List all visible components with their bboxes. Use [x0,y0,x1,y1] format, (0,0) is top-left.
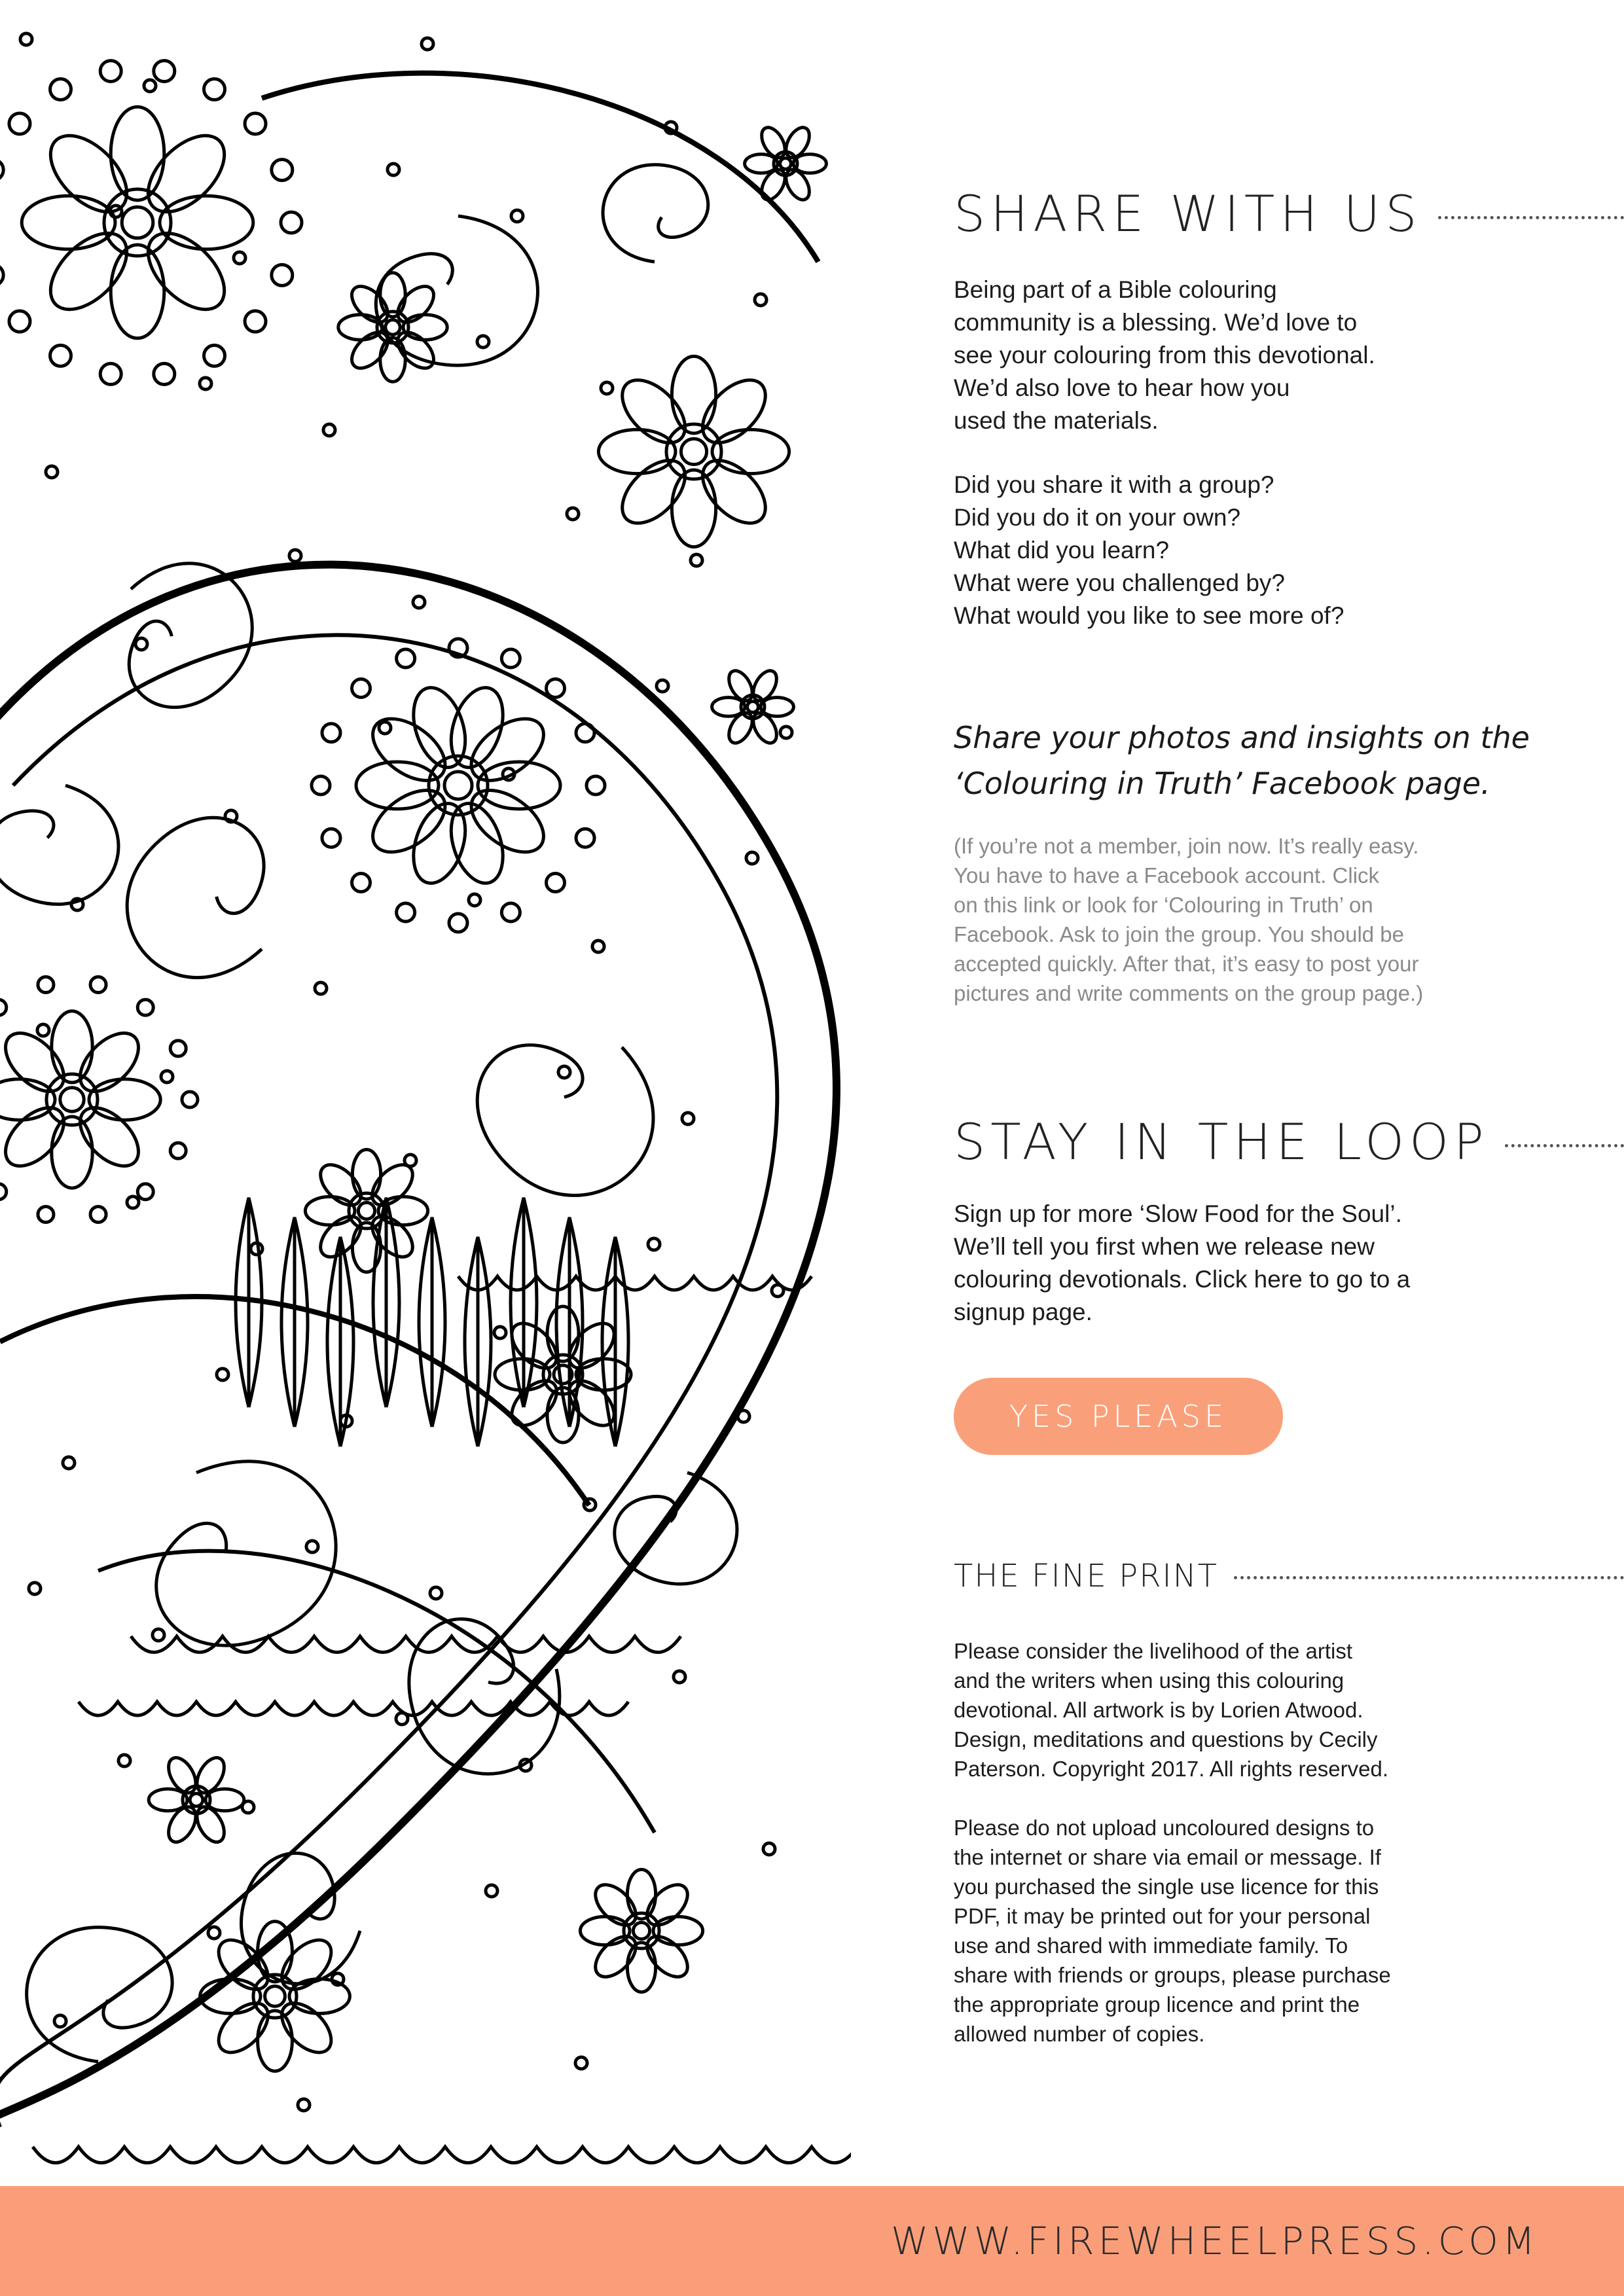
dot-ring [245,311,266,332]
flower-3-petal [405,681,475,774]
dot-ring [245,113,266,134]
heading-divider [1505,1144,1624,1147]
small-dot [780,726,792,738]
dot-ring [50,79,71,99]
leaf [602,1237,628,1446]
small-dot [20,33,32,45]
leaf [419,1217,445,1427]
dot-ring [546,679,564,698]
small-dot [567,508,579,520]
dot-ring [352,679,370,698]
fine-print-heading-row [954,1558,1624,1594]
paisley-2 [454,998,683,1229]
small-dot [388,164,399,175]
flower-3-petal [362,706,456,793]
dot-ring [90,977,106,993]
dot-ring [0,1184,7,1200]
small-dot [323,424,335,436]
fine-print-paragraph-1: Please consider the livelihood of the artist and the writers when using this colouring devotional. All artwork is by Lorien Atwood. Design, meditations and questions by Cecily Paterson. Copyright 2017. All rights reserved. [954,1639,1389,1781]
fine-print-heading: THE FINE PRINT [954,1558,1218,1594]
flower-8-petal [191,1753,229,1798]
dot-ring [50,346,71,367]
small-dot [422,38,433,50]
dot-ring [576,724,594,742]
dot-ring [322,829,340,847]
flower-3-petal [442,681,512,774]
small-dot [405,1155,416,1166]
flower-0-petal [111,245,164,338]
small-dot [575,2057,587,2069]
small-dot [127,1196,139,1208]
flower-3-petal [460,778,554,865]
dot-ring [272,264,293,285]
dot-ring [501,649,520,668]
dot-ring [170,1041,186,1056]
leaf [511,1198,537,1407]
share-heading: SHARE WITH US [954,185,1422,243]
flower-11-center [386,320,400,334]
dot-ring [312,776,330,795]
dot-ring [586,776,605,795]
dot-ring [204,79,225,99]
flower-1-petal [691,368,777,454]
dot-ring [170,1143,186,1158]
small-dot [234,252,245,264]
flower-10-center [780,158,791,170]
small-dot [37,1024,49,1036]
dot-ring [38,1206,54,1222]
flower-1-petal [712,429,789,473]
dot-ring [154,61,175,82]
small-dot [477,336,489,348]
flower-7-center [358,1202,374,1219]
dot-ring [449,914,467,932]
leaf [465,1237,491,1446]
dot-ring [204,346,225,367]
share-heading-row [954,185,1624,243]
paisley-9 [590,149,718,275]
dot-ring [0,999,7,1015]
scallop-band [79,1702,628,1715]
heading-divider [1234,1576,1624,1579]
small-dot [29,1583,41,1594]
small-dot [118,1755,130,1767]
flower-0-petal [160,196,253,249]
flower-1-petal [672,470,715,547]
small-dot [306,1541,318,1552]
scallop-band [33,2147,851,2163]
small-dot [54,2015,66,2027]
small-dot [494,1327,506,1338]
small-dot [691,554,702,566]
flower-1-petal [672,356,715,433]
dot-ring [100,363,121,384]
small-dot [217,1369,228,1380]
dot-ring [272,160,293,181]
small-dot [413,596,425,608]
paisley-6 [9,1905,186,2079]
dot-ring [90,1206,106,1222]
paisley-10 [0,763,139,929]
sweeping-arc [0,565,837,2160]
small-dot [738,1410,749,1422]
loop-heading: STAY IN THE LOOP [954,1113,1489,1171]
small-dot [746,852,758,864]
flower-4-center [265,1986,285,2007]
flower-0-petal [111,107,164,200]
flower-2-petal [52,1011,92,1083]
coloring-artwork [0,0,851,2186]
dot-ring [9,113,30,134]
dot-ring [182,1092,198,1107]
flower-1-petal [598,429,676,473]
small-dot [315,982,327,994]
small-dot [200,378,211,389]
dot-ring [137,1184,153,1200]
flower-8-petal [191,1803,229,1847]
dot-ring [0,264,3,285]
paisley-3 [98,797,307,1004]
mandala-paisley-illustration [0,0,851,2186]
yes-please-button[interactable]: YES PLEASE [954,1378,1283,1455]
dot-ring [137,999,153,1015]
small-dot [242,1801,254,1813]
flower-0-petal [134,219,238,323]
flower-8-center [190,1793,203,1806]
flower-1-petal [611,368,696,454]
dot-ring [576,829,594,847]
small-dot [763,1843,775,1855]
dot-ring [100,61,121,82]
paisley-0 [361,196,558,390]
small-dot [772,1285,784,1297]
small-dot [486,1885,497,1897]
flower-6-center [748,702,759,713]
small-dot [396,1713,408,1725]
heading-divider [1438,216,1624,219]
small-dot [298,2099,310,2111]
flower-1-petal [611,449,696,535]
small-dot [153,1629,164,1641]
dot-ring [281,212,302,233]
footer-website-link[interactable]: WWW.FIREWHEELPRESS.COM [891,2219,1539,2263]
leaf [281,1217,308,1427]
flower-0-petal [37,219,141,323]
flower-3-petal [442,797,512,889]
flower-2-petal [52,1117,92,1188]
flower-8-petal [163,1753,201,1798]
dot-ring [9,311,30,332]
small-dot [469,894,480,906]
dot-ring [397,903,415,922]
small-dot [379,722,391,734]
share-questions-text: Did you share it with a group? Did you do it on your own? What did you learn? What were you challenged by? What would you like to see more of? [954,471,1344,629]
loop-text: Sign up for more ‘Slow Food for the Soul’. We’ll tell you first when we release new colouring devotionals. Click here to go to a signup page. [954,1200,1411,1325]
dot-ring [38,977,54,993]
dot-ring [397,649,415,668]
dot-ring [501,903,520,922]
flower-1-petal [691,449,777,535]
small-dot [430,1587,442,1599]
small-dot [135,638,147,650]
sweeping-arc [262,73,818,262]
small-dot [674,1671,685,1683]
small-dot [755,294,767,306]
flower-5-petal [547,1306,579,1361]
flower-2-petal [89,1079,160,1120]
small-dot [648,1238,660,1250]
small-dot [601,382,613,394]
flower-4-petal [258,2011,293,2071]
share-intro-text: Being part of a Bible colouring community is a blessing. We’d love to see your colouring from this devotional. We’d also love to hear how you used the materials. [954,276,1375,434]
dot-ring [352,873,370,891]
dot-ring [0,160,3,181]
flower-2-center [60,1088,84,1111]
facebook-join-note: (If you’re not a member, join now. It’s really easy. You have to have a Facebook account. Click on this link or look for ‘Colouring in Truth’ on Facebook. Ask to join the group. You should be accepted quickly. After that, it’s easy to post your pictures and write comments on the group page.) [954,834,1424,1005]
small-dot [208,1927,220,1939]
flower-0-petal [134,122,238,226]
small-dot [144,80,156,92]
flower-3-center [444,772,472,799]
flower-0-petal [22,196,115,249]
small-dot [592,941,604,952]
small-dot [511,210,523,222]
small-dot [289,550,301,562]
flower-9-center [633,1922,649,1939]
flower-3-petal [405,797,475,889]
flower-0-center [122,207,153,238]
flower-3-petal [362,778,456,865]
loop-heading-row [954,1113,1624,1171]
fine-print-paragraph-2: Please do not upload uncoloured designs to the internet or share via email or message. If you purchased the single use licence for this PDF, it may be printed out for your personal use and shared with immediate family. To share with friends or groups, please purchase the appropriate group licence and print the allowed number of copies. [954,1816,1391,2046]
small-dot [558,1066,570,1078]
dot-ring [154,363,175,384]
dot-ring [322,724,340,742]
dot-ring [546,873,564,891]
flower-1-center [681,439,706,464]
small-dot [657,680,668,692]
footer-bar [0,2186,1624,2296]
facebook-callout: Share your photos and insights on the ‘Colouring in Truth’ Facebook page. [954,720,1530,801]
small-dot [46,466,58,478]
small-dot [161,1071,173,1083]
small-dot [682,1113,694,1124]
small-dot [63,1457,75,1469]
flower-0-petal [37,122,141,226]
